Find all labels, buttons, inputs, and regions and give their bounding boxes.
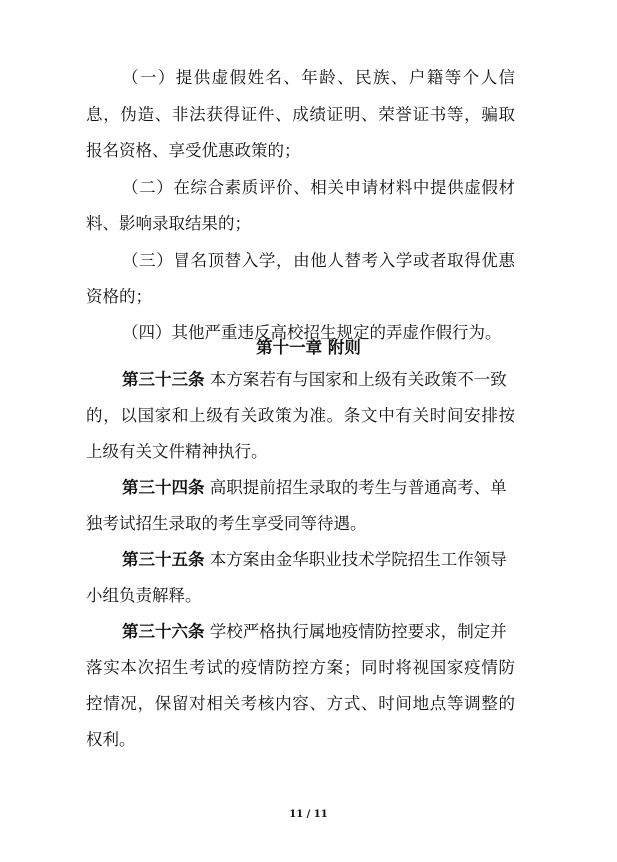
article-36-first-line <box>122 622 507 642</box>
article-34-label: 第三十四条 <box>122 478 205 497</box>
article-34-line-2: 独考试招生录取的考生享受同等待遇。 <box>86 514 367 533</box>
article-36-line-1: 学校严格执行属地疫情防控要求，制定并 <box>204 622 507 641</box>
article-34-first-line <box>122 478 507 498</box>
article-33-label: 第三十三条 <box>122 370 205 389</box>
article-36-line-3: 控情况，保留对相关考核内容、方式、时间地点等调整的 <box>86 694 515 713</box>
item-1-line-3: 报名资格、享受优惠政策的； <box>86 141 301 160</box>
article-33-line-3: 上级有关文件精神执行。 <box>86 442 268 461</box>
item-1-line-1: （一）提供虚假姓名、年龄、民族、户籍等个人信 <box>122 68 515 87</box>
article-36-line-4: 权利。 <box>86 730 136 749</box>
article-33-first-line <box>122 370 507 390</box>
article-35-line-2: 小组负责解释。 <box>86 586 202 605</box>
article-35-label: 第三十五条 <box>122 550 205 569</box>
article-34-line-1: 高职提前招生录取的考生与普通高考、单 <box>204 478 507 497</box>
item-1-line-2: 息，伪造、非法获得证件、成绩证明、荣誉证书等，骗取 <box>86 105 515 124</box>
page-number: 11 / 11 <box>289 809 328 820</box>
item-2-line-1: （二）在综合素质评价、相关申请材料中提供虚假材 <box>122 178 515 197</box>
article-36-line-2: 落实本次招生考试的疫情防控方案；同时将视国家疫情防 <box>86 658 515 677</box>
article-36-label: 第三十六条 <box>122 622 205 641</box>
article-33-line-1: 本方案若有与国家和上级有关政策不一致 <box>204 370 507 389</box>
item-3-line-2: 资格的； <box>86 287 152 306</box>
article-33-line-2: 的，以国家和上级有关政策为准。条文中有关时间安排按 <box>86 406 515 425</box>
article-35-first-line <box>122 550 507 570</box>
item-4-line-1: （四）其他严重违反高校招生规定的弄虚作假行为。 <box>122 323 502 342</box>
article-35-line-1: 本方案由金华职业技术学院招生工作领导 <box>204 550 507 569</box>
item-2-line-2: 料、影响录取结果的； <box>86 214 251 233</box>
item-3-line-1: （三）冒名顶替入学，由他人替考入学或者取得优惠 <box>122 251 515 270</box>
chapter-heading: 第十一章 附则 <box>256 338 361 357</box>
